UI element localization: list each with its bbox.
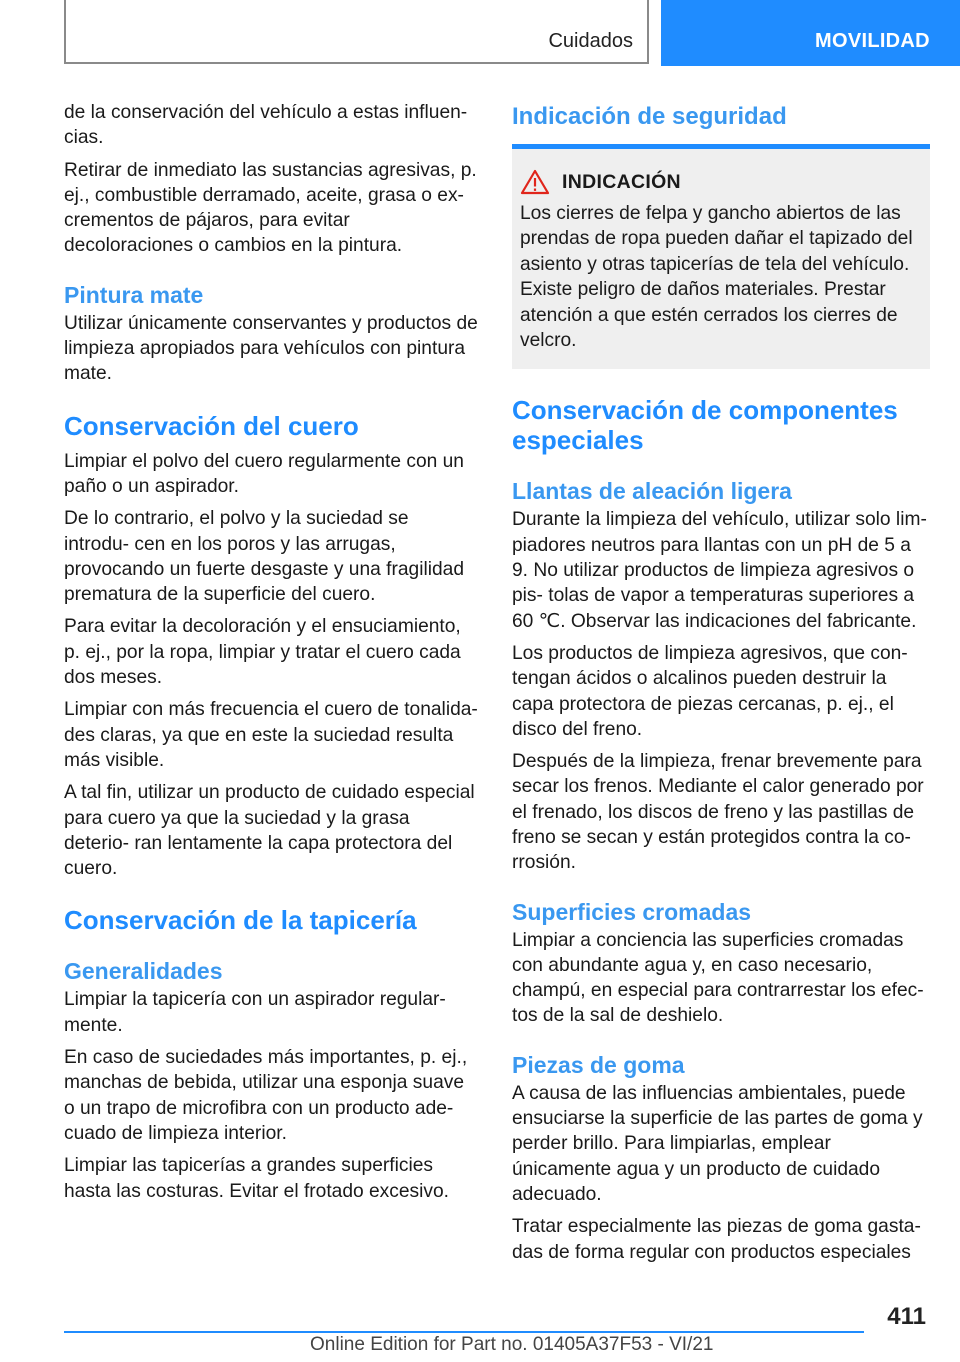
right-column (512, 100, 930, 1272)
paragraph: Para evitar la decoloración y el ensuciamiento, p. ej., por la ropa, limpiar y tratar el cuero cada dos meses. (64, 616, 461, 689)
header-chapter-title: MOVILIDAD (815, 30, 930, 52)
left-column (64, 100, 478, 1211)
heading-llantas: Llantas de aleación ligera (512, 478, 792, 505)
heading-superficies-cromadas: Superficies cromadas (512, 898, 752, 925)
heading-conservacion-cuero: Conservación del cuero (64, 410, 359, 441)
heading-generalidades: Generalidades (64, 958, 223, 985)
notice-text: Los cierres de felpa y gancho abiertos de las prendas de ropa pueden dañar el tapizado del asiento y otras tapicerías de tela del vehículo. Existe peligro de daños materiales. Prestar atención a que estén cerrados los cierres de velcro. (520, 203, 913, 352)
footer-divider (64, 1331, 864, 1333)
paragraph: Retirar de inmediato las sustancias agresivas, p. ej., combustible derramado, aceite, grasa o ex‐ crementos de pájaros, para evitar decoloraciones o cambios en la pintura. (64, 159, 477, 257)
paragraph: de la conservación del vehículo a estas influen‐ cias. (64, 102, 468, 149)
paragraph: Limpiar el polvo del cuero regularmente con un paño o un aspirador. (64, 450, 464, 497)
footer-edition: Online Edition for Part no. 01405A37F53 - VI/21 (310, 1334, 714, 1355)
paragraph: Después de la limpieza, frenar brevemente para secar los frenos. Mediante el calor generado por el frenado, los discos de freno y las pastillas de freno se secan y están protegidos contra la co‐ rrosión. (512, 751, 924, 874)
warning-triangle-icon (520, 169, 560, 195)
header-section-title: Cuidados (548, 30, 633, 52)
heading-indicacion-seguridad: Indicación de seguridad (512, 103, 787, 130)
notice-label: INDICACIÓN (562, 170, 681, 193)
notice-box (512, 149, 930, 369)
paragraph: Limpiar a conciencia las superficies cromadas con abundante agua y, en caso necesario, champú, en especial para contrarrestar los efec‐ tos de la sal de deshielo. (512, 929, 924, 1027)
paragraph: Durante la limpieza del vehículo, utilizar solo lim‐ piadores neutros para llantas con un pH de 5 a 9. No utilizar productos de limpieza agresivos o pis‐ tolas de vapor a temperaturas superiores a 60 ℃. Observar las indicaciones del fabricante. (512, 509, 927, 632)
paragraph: Utilizar únicamente conservantes y productos de limpieza apropiados para vehículos con pintura mate. (64, 312, 478, 385)
header-chapter-tab (661, 0, 960, 66)
heading-conservacion-tapiceria: Conservación de la tapicería (64, 905, 417, 936)
paragraph: Limpiar con más frecuencia el cuero de tonalida‐ des claras, ya que en este la suciedad resulta más visible. (64, 699, 478, 771)
paragraph: De lo contrario, el polvo y la suciedad se introdu‐ cen en los poros y las arrugas, provocando un fuerte desgaste y una fragilidad prematura de la superficie del cuero. (64, 508, 465, 606)
heading-componentes-especiales: Conservación de componentes especiales (512, 395, 898, 456)
paragraph: Limpiar las tapicerías a grandes superficies hasta las costuras. Evitar el frotado excesivo. (64, 1155, 449, 1202)
heading-piezas-goma: Piezas de goma (512, 1051, 685, 1078)
paragraph: A tal fin, utilizar un producto de cuidado especial para cuero ya que la suciedad y la grasa deterio‐ ran lentamente la capa protectora del cuero. (64, 782, 475, 880)
header-section-tab (64, 0, 649, 64)
page-number: 411 (887, 1303, 926, 1330)
paragraph: Los productos de limpieza agresivos, que con‐ tengan ácidos o alcalinos pueden destruir la capa protectora de piezas cercanas, p. ej., el disco del freno. (512, 642, 908, 740)
paragraph: Tratar especialmente las piezas de goma gasta‐ das de forma regular con productos especiales (512, 1216, 921, 1263)
paragraph: Limpiar la tapicería con un aspirador regular‐ mente. (64, 989, 446, 1036)
paragraph: En caso de suciedades más importantes, p. ej., manchas de bebida, utilizar una esponja suave o un trapo de microfibra con un producto ade‐ cuado de limpieza interior. (64, 1047, 468, 1144)
paragraph: A causa de las influencias ambientales, puede ensuciarse la superficie de las partes de goma y perder brillo. Para limpiarlas, emplear únicamente agua y un producto de cuidado adecuado. (512, 1082, 923, 1205)
heading-pintura-mate: Pintura mate (64, 281, 204, 308)
